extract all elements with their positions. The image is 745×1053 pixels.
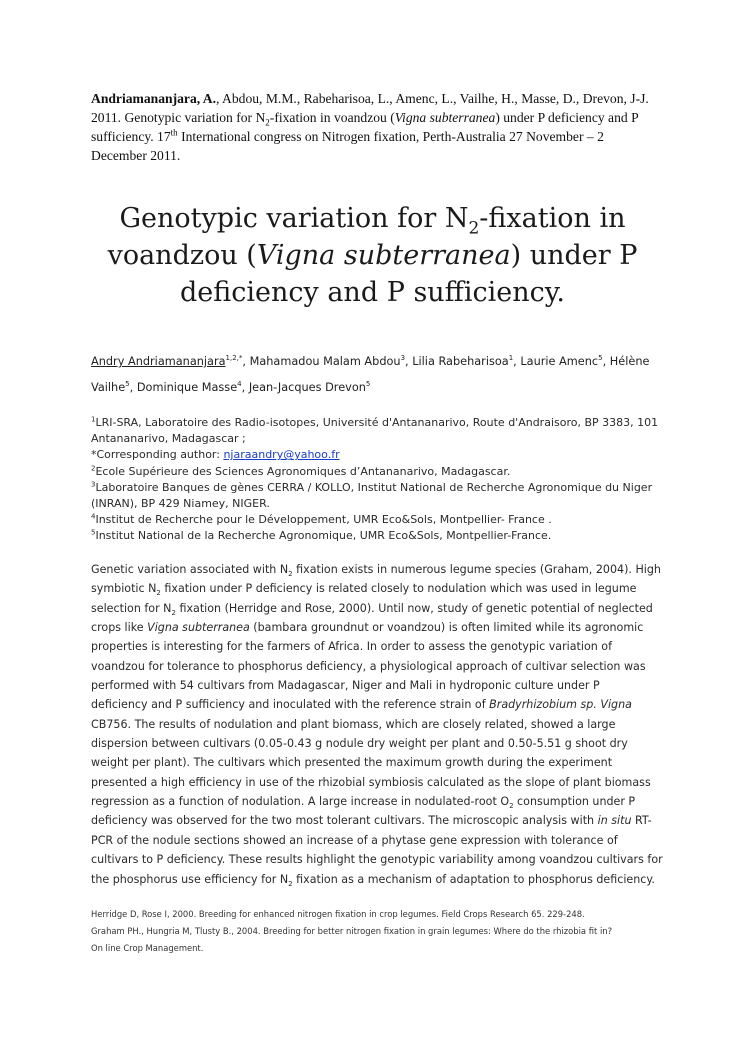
- author-affiliation-mark: 5: [125, 380, 130, 389]
- author-affiliation-mark: 1: [508, 354, 514, 363]
- abstract-line: [91, 618, 666, 637]
- abstract-text: fixation under P deficiency is related closely to nodulation which was used in legume: [160, 582, 637, 596]
- abstract-text: deficiency and P sufficiency and inoculated with the reference strain of: [91, 698, 490, 712]
- reference-list: [91, 906, 671, 957]
- corresponding-label: *Corresponding author:: [91, 448, 224, 462]
- author-name: Andry Andriamananjara: [91, 355, 226, 368]
- abstract-line: performed with 54 cultivars from Madagascar, Niger and Mali in hydroponic culture under P: [91, 679, 600, 693]
- abstract-text: crops like: [91, 621, 148, 635]
- affiliation-text: LRI-SRA, Laboratoire des Radio-isotopes, Université d'Antananarivo, Route d'Andraisoro, BP 3383, 101 Antananarivo, Madagascar ;: [91, 416, 659, 446]
- corresponding-author: [91, 447, 666, 463]
- author-affiliation-mark: 5: [598, 354, 603, 363]
- title-text: ) under P deficiency and P sufficiency.: [179, 240, 638, 308]
- abstract-text: selection for N: [91, 601, 172, 615]
- author-affiliation-mark: 3: [400, 354, 406, 363]
- citation-text: , Abdou, M.M., Rabeharisoa, L., Amenc, L., Vailhe, H., Masse, D., Drevon, J-J. 2011. Genotypic variation for N: [91, 91, 649, 125]
- abstract-text: fixation as a mechanism of adaptation to phosphorus deficiency.: [292, 872, 655, 886]
- title-text: Genotypic variation for N: [119, 203, 469, 234]
- author-affiliation-mark: 4: [237, 380, 242, 389]
- author-name: Laurie Amenc: [520, 355, 599, 368]
- abstract-species: Vigna subterranea: [147, 621, 250, 635]
- abstract-text: fixation (Herridge and Rose, 2000). Until now, study of genetic potential of neglected: [175, 601, 653, 615]
- citation-lead-author: Andriamananjara, A.: [91, 91, 216, 106]
- affiliation-number: 4: [91, 512, 96, 521]
- citation-subscript: 2: [265, 117, 270, 128]
- abstract-line: [91, 560, 666, 579]
- abstract-text: regression as a function of nodulation. A large increase in nodulated-root O: [91, 795, 510, 809]
- author-name: Jean-Jacques Drevon: [248, 381, 366, 394]
- abstract-text: deficiency was observed for the two most tolerant cultivars. The microscopic analysis with: [91, 814, 598, 828]
- affiliation-number: 1: [91, 415, 96, 424]
- citation-block: [91, 89, 661, 165]
- abstract-text: symbiotic N: [91, 582, 157, 596]
- abstract-italic-term: in situ: [597, 814, 632, 828]
- author-name: Mahamadou Malam Abdou: [249, 355, 401, 368]
- affiliation-item: [91, 464, 666, 480]
- abstract-subscript: 2: [171, 608, 176, 617]
- abstract-line: presented a high efficiency in use of the rhizobial symbiosis calculated as the slope of plant biomass: [91, 775, 651, 789]
- author-affiliation-mark: 1,2,*: [225, 354, 243, 363]
- abstract-line: [91, 792, 666, 811]
- abstract-line: [91, 695, 666, 714]
- affiliation-item: [91, 415, 666, 447]
- abstract-line: [91, 811, 666, 830]
- author-separator: ,: [513, 355, 521, 368]
- author-affiliation-mark: 5: [365, 380, 371, 389]
- abstract-text: fixation exists in numerous legume species (Graham, 2004). High: [292, 563, 661, 576]
- abstract-subscript: 2: [288, 570, 293, 579]
- abstract-line: weight per plant). The cultivars which presented the maximum growth during the experiment: [91, 756, 613, 770]
- citation-superscript: th: [170, 127, 178, 138]
- author-name: Dominique Masse: [136, 381, 238, 394]
- abstract-line: properties is interesting for the farmers of Africa. In order to assess the genotypic variation of: [91, 640, 612, 654]
- reference-item: Herridge D, Rose I, 2000. Breeding for enhanced nitrogen fixation in crop legumes. Field Crops Research 65. 229-248.: [91, 909, 585, 919]
- affiliation-number: 3: [91, 480, 96, 489]
- abstract-line: dispersion between cultivars (0.05-0.43 g nodule dry weight per plant and 0.50-5.51 g shoot dry: [91, 737, 628, 751]
- affiliation-text: Laboratoire Banques de gènes CERRA / KOLLO, Institut National de Recherche Agronomique du Niger (INRAN), BP 429 Niamey, NIGER.: [91, 480, 653, 511]
- title-subscript: 2: [468, 218, 480, 239]
- author-name: Lilia Rabeharisoa: [412, 355, 509, 368]
- author-separator: ,: [242, 355, 250, 368]
- author-name: Hélène Vailhe: [91, 355, 650, 394]
- citation-text: ) under P deficiency and P sufficiency. 17: [91, 110, 639, 144]
- abstract-subscript: 2: [288, 879, 293, 888]
- abstract-text: (bambara groundnut or voandzou) is often limited while its agronomic: [249, 621, 644, 635]
- abstract-line: [91, 870, 666, 889]
- title-text: -fixation in voandzou (: [107, 203, 626, 271]
- abstract-body: [91, 560, 666, 889]
- affiliation-item: [91, 480, 666, 512]
- abstract-line: [91, 579, 666, 598]
- citation-text: -fixation in voandzou (: [269, 110, 395, 125]
- affiliation-item: [91, 528, 666, 544]
- affiliation-text: Institut de Recherche pour le Développement, UMR Eco&Sols, Montpellier- France .: [95, 513, 552, 527]
- abstract-text: consumption under P: [513, 795, 636, 809]
- abstract-line: cultivars to P deficiency. These results highlight the genotypic variability among voandzou cultivars for: [91, 853, 663, 867]
- title-species: Vigna subterranea: [256, 240, 511, 271]
- abstract-text: the phosphorus use efficiency for N: [91, 872, 289, 886]
- citation-species: Vigna subterranea: [394, 110, 496, 125]
- reference-item: On line Crop Management.: [91, 943, 204, 953]
- affiliation-number: 2: [91, 463, 96, 472]
- affiliation-text: Institut National de la Recherche Agronomique, UMR Eco&Sols, Montpellier-France.: [95, 529, 552, 543]
- abstract-line: voandzou for tolerance to phosphorus deficiency, a physiological approach of cultivar selection was: [91, 659, 646, 673]
- abstract-line: [91, 599, 666, 618]
- author-separator: ,: [241, 381, 249, 394]
- affiliation-item: [91, 512, 666, 528]
- affiliation-list: [91, 415, 666, 545]
- author-list: [91, 349, 661, 401]
- abstract-subscript: 2: [509, 802, 514, 811]
- paper-title: [60, 200, 685, 311]
- abstract-text: Genetic variation associated with N: [91, 563, 289, 576]
- abstract-line: CB756. The results of nodulation and plant biomass, which are closely related, showed a large: [91, 717, 616, 731]
- author-separator: ,: [602, 355, 610, 368]
- affiliation-text: Ecole Supérieure des Sciences Agronomiques d’Antananarivo, Madagascar.: [95, 464, 511, 478]
- abstract-text: RT-: [631, 814, 652, 828]
- affiliation-number: 5: [91, 528, 96, 537]
- author-separator: ,: [405, 355, 413, 368]
- abstract-line: PCR of the nodule sections showed an increase of a phytase gene expression with tolerance of: [91, 833, 618, 847]
- reference-item: Graham PH., Hungria M, Tlusty B., 2004. Breeding for better nitrogen fixation in grain legumes: Where do the rhizobia fit in?: [91, 926, 613, 936]
- abstract-subscript: 2: [156, 589, 161, 598]
- author-separator: ,: [129, 381, 137, 394]
- corresponding-email-link[interactable]: njaraandry@yahoo.fr: [223, 448, 340, 462]
- citation-text: International congress on Nitrogen fixation, Perth-Australia 27 November – 2 December 2011.: [91, 129, 604, 163]
- abstract-strain: Bradyrhizobium sp. Vigna: [489, 698, 632, 712]
